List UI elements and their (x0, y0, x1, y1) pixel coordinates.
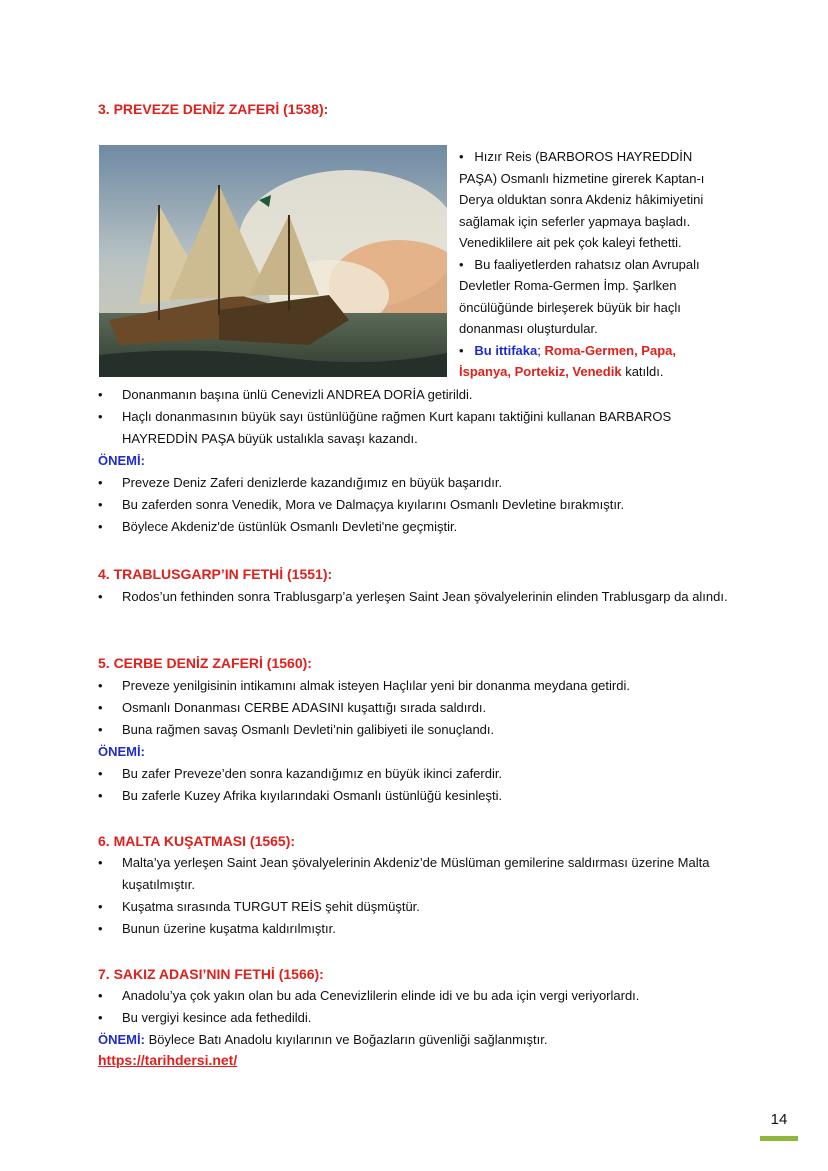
heading-cerbe: 5. CERBE DENİZ ZAFERİ (1560): (98, 655, 312, 671)
list-item: • Preveze Deniz Zaferi denizlerde kazandığımız en büyük başarıdır. (98, 475, 503, 490)
sakiz-onemi-line: ÖNEMİ: Böylece Batı Anadolu kıyılarının ve Boğazların güvenliği sağlanmıştır. (98, 1032, 548, 1047)
list-item: • Preveze yenilgisinin intikamını almak isteyen Haçlılar yeni bir donanma meydana getirdi. (98, 678, 630, 693)
bullet: • (459, 149, 464, 164)
page-number-box (760, 1104, 798, 1141)
list-item: • Bunun üzerine kuşatma kaldırılmıştır. (98, 921, 336, 936)
alliance-label: Bu ittifaka (474, 342, 538, 358)
list-item: • Anadolu’ya çok yakın olan bu ada Cenevizlilerin elinde idi ve bu ada için vergi veriyorlardı. (98, 988, 640, 1003)
list-item: • Rodos’un fethinden sonra Trablusgarp’a yerleşen Saint Jean şövalyelerinin elinden Trablusgarp da alındı. (98, 589, 728, 604)
website-link[interactable]: https://tarihdersi.net/ (98, 1052, 238, 1068)
alliance-members: Roma-Germen, Papa, (544, 342, 676, 358)
page-number: 14 (770, 1111, 788, 1128)
list-item: • Bu zafer Preveze’den sonra kazandığımız en büyük ikinci zaferdir. (98, 766, 503, 781)
list-item: • Böylece Akdeniz'de üstünlük Osmanlı Devleti'ne geçmiştir. (98, 519, 458, 534)
list-item: • Bu zaferle Kuzey Afrika kıyılarındaki Osmanlı üstünlüğü kesinleşti. (98, 788, 503, 803)
list-item: • Buna rağmen savaş Osmanlı Devleti’nin galibiyeti ile sonuçlandı. (98, 722, 495, 737)
list-item: • Kuşatma sırasında TURGUT REİS şehit düşmüştür. (98, 899, 420, 914)
heading-malta: 6. MALTA KUŞATMASI (1565): (98, 833, 296, 849)
preveze-battle-painting (99, 145, 447, 377)
onemi-label: ÖNEMİ: (98, 744, 145, 759)
list-item: • Malta’ya yerleşen Saint Jean şövalyelerinin Akdeniz’de Müslüman gemilerine saldırması üzerine Malta kuşatılmıştır. (98, 855, 710, 892)
preveze-right-text: • Hızır Reis (BARBOROS HAYREDDİN PAŞA) Osmanlı hizmetine girerek Kaptan-ı Derya olduktan sonra Akdeniz hâkimiyetini sağlamak için seferler yapmaya başladı. Venediklilere ait pek çok kaleyi fethetti. • Bu faaliyetlerden rahatsız olan Avrupalı Devletler Roma-Germen İmp. Şarlken öncülüğünde birleşerek büyük bir haçlı donanması oluşturdular. • Bu ittifaka; Roma-Germen, Papa, İspanya, Portekiz, Venedik katıldı. (459, 149, 705, 379)
heading-sakiz: 7. SAKIZ ADASI’NIN FETHİ (1566): (98, 966, 324, 982)
onemi-label: ÖNEMİ: (98, 1032, 145, 1047)
bullet: • (459, 256, 464, 272)
list-item: • Donanmanın başına ünlü Cenevizli ANDREA DORİA getirildi. (98, 387, 473, 402)
list-item: • Osmanlı Donanması CERBE ADASINI kuşattığı sırada saldırdı. (98, 700, 487, 715)
heading-trablusgarp: 4. TRABLUSGARP’IN FETHİ (1551): (98, 566, 333, 582)
bullet: • (459, 342, 464, 358)
onemi-label: ÖNEMİ: (98, 453, 145, 468)
heading-preveze: 3. PREVEZE DENİZ ZAFERİ (1538): (98, 101, 329, 117)
list-item: • Bu vergiyi kesince ada fethedildi. (98, 1010, 312, 1025)
list-item: • Bu zaferden sonra Venedik, Mora ve Dalmaçya kıyılarını Osmanlı Devletine bırakmıştır. (98, 497, 625, 512)
list-item: • Haçlı donanmasının büyük sayı üstünlüğüne rağmen Kurt kapanı taktiğini kullanan BARBAROS HAYREDDİN PAŞA büyük ustalıkla savaşı kazandı. (98, 409, 672, 446)
